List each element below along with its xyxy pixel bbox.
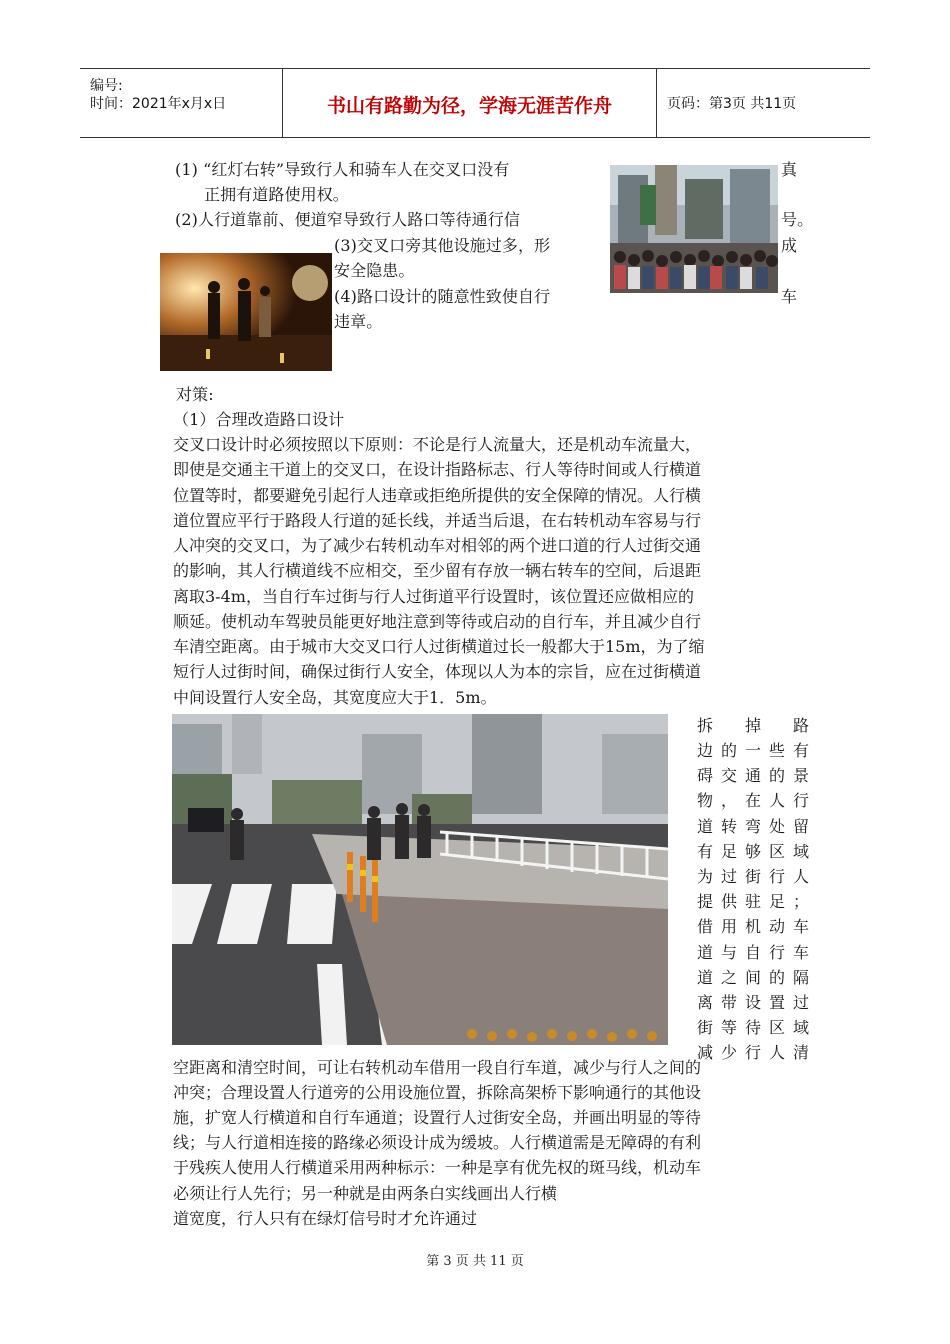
side-line: 道与自行车 [697, 943, 809, 962]
paragraph-line: 线；与人行道相连接的路缘必须设计成为缓坡。人行横道需是无障碍的有利 [173, 1133, 702, 1152]
doc-number-label: 编号: [90, 78, 123, 94]
header-center-cell [283, 69, 657, 137]
countermeasure-item-1: （1）合理改造路口设计 [173, 410, 345, 429]
paragraph-line: 中间设置行人安全岛，其宽度应大于1．5m。 [173, 688, 497, 707]
page-footer: 第 3 页 共 11 页 [426, 1254, 524, 1269]
problem-3-cont: 安全隐患。 [334, 261, 415, 280]
paragraph-line: 道位置应平行于路段人行道的延长线，并适当后退，在右转机动车容易与行 [173, 511, 702, 530]
problem-4-end: 车 [781, 287, 798, 306]
side-line: 拆掉路 [697, 716, 809, 735]
paragraph-line: 必须让行人先行；另一种就是由两条白实线画出人行横 [173, 1184, 558, 1203]
side-line: 道之间的隔 [697, 968, 809, 987]
paragraph-line: 交叉口设计时必须按照以下原则：不论是行人流量大，还是机动车流量大， [173, 435, 702, 454]
paragraph-line: 位置等时，都要避免引起行人违章或拒绝所提供的安全保障的情况。人行横 [173, 486, 702, 505]
problem-1-cont: 正拥有道路使用权。 [204, 185, 349, 204]
problem-4: (4)路口设计的随意性致使自行 [334, 287, 551, 306]
problem-3-end: 成 [781, 236, 798, 255]
crowd-waiting-photo [610, 165, 778, 293]
problem-1: (1) “红灯右转”导致行人和骑车人在交叉口没有 [175, 160, 510, 179]
problem-2-end: 号。 [781, 210, 814, 229]
paragraph-line: 车清空距离。由于城市大交叉口行人过街横道过长一般都大于15m，为了缩 [173, 637, 705, 656]
page-header [80, 68, 870, 138]
side-line: 碍交通的景 [697, 766, 809, 785]
paragraph-line: 空距离和清空时间，可让右转机动车借用一段自行车道，减少与行人之间的 [173, 1058, 702, 1077]
side-line: 为过街行人 [697, 867, 809, 886]
side-line: 提供驻足； [697, 892, 809, 911]
side-line: 减少行人清 [697, 1043, 809, 1062]
paragraph-line: 顺延。使机动车驾驶员能更好地注意到等待或启动的自行车，并且减少自行 [173, 612, 702, 631]
side-line: 物，在人行 [697, 791, 809, 810]
side-line: 街等待区域 [697, 1018, 809, 1037]
side-line: 边的一些有 [697, 741, 809, 760]
paragraph-line: 离取3-4m，当自行车过街与行人过街道平行设置时，该位置还应做相应的 [173, 587, 694, 606]
side-line: 有足够区域 [697, 842, 809, 861]
side-line: 借用机动车 [697, 917, 809, 936]
paragraph-line: 短行人过街时间，确保过街行人安全，体现以人为本的宗旨，应在过街横道 [173, 662, 702, 681]
paragraph-line: 冲突；合理设置人行道旁的公用设施位置，拆除高架桥下影响通行的其他设 [173, 1083, 702, 1102]
crosswalk-island-photo [172, 714, 668, 1045]
paragraph-line: 道宽度，行人只有在绿灯信号时才允许通过 [173, 1209, 478, 1228]
header-page-ref: 页码：第3页 共11页 [667, 96, 797, 112]
problem-3: (3)交叉口旁其他设施过多，形 [334, 236, 551, 255]
paragraph-line: 施，扩宽人行横道和自行车通道；设置行人过街安全岛，并画出明显的等待 [173, 1108, 702, 1127]
problem-4-cont: 违章。 [334, 312, 383, 331]
paragraph-line: 于残疾人使用人行横道采用两种标示：一种是享有优先权的斑马线，机动车 [173, 1158, 702, 1177]
problem-2: (2)人行道靠前、便道窄导致行人路口等待通行信 [175, 210, 520, 229]
countermeasures-title: 对策: [176, 385, 214, 404]
doc-date: 时间：2021年x月x日 [90, 96, 227, 112]
paragraph-line: 人冲突的交叉口，为了减少右转机动车对相邻的两个进口道的行人过街交通 [173, 536, 702, 555]
problem-1-end: 真 [781, 160, 798, 179]
paragraph-line: 即使是交通主干道上的交叉口，在设计指路标志、行人等待时间或人行横道 [173, 460, 702, 479]
header-motto: 书山有路勤为径，学海无涯苦作舟 [326, 95, 612, 117]
paragraph-line: 的影响，其人行横道线不应相交，至少留有存放一辆右转车的空间，后退距 [173, 561, 702, 580]
side-line: 道转弯处留 [697, 817, 809, 836]
header-right-cell [657, 69, 870, 137]
header-left-cell [80, 69, 283, 137]
night-pedestrians-photo [160, 253, 332, 371]
side-line: 离带设置过 [697, 993, 809, 1012]
